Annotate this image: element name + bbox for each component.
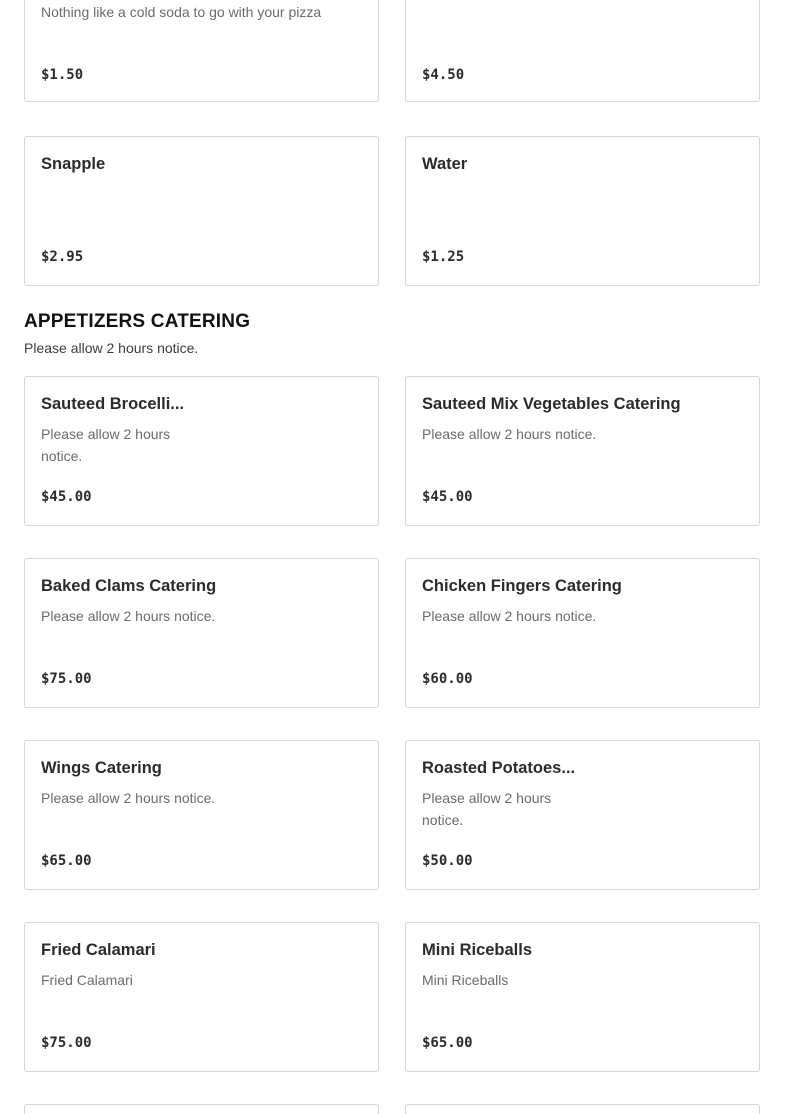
menu-item-description: Please allow 2 hours notice. [41, 426, 171, 464]
menu-item-price: $45.00 [422, 489, 473, 505]
menu-item-name: Snapple [41, 155, 106, 173]
menu-item-card[interactable] [24, 1104, 379, 1114]
menu-item-price: $45.00 [41, 489, 92, 505]
menu-item-price: $60.00 [422, 671, 473, 687]
menu-item-price: $4.50 [422, 67, 465, 83]
menu-item-name: Roasted Potatoes... [422, 759, 576, 777]
menu-item-card[interactable] [405, 136, 760, 286]
menu-item-name: Chicken Fingers Catering [422, 577, 622, 595]
menu-item-price: $2.95 [41, 249, 84, 265]
menu-item-card[interactable] [405, 1104, 760, 1114]
menu-item-description: Nothing like a cold soda to go with your pizza [41, 4, 322, 20]
menu-item-card[interactable] [405, 922, 760, 1072]
menu-item-name: Sauteed Brocelli... [41, 395, 185, 413]
menu-item-name: Water [422, 155, 468, 173]
menu-item-price: $1.25 [422, 249, 465, 265]
menu-item-card[interactable] [24, 558, 379, 708]
menu-item-description: Please allow 2 hours notice. [41, 608, 216, 624]
menu-item-name: Mini Riceballs [422, 941, 533, 959]
menu-item-price: $1.50 [41, 67, 84, 83]
menu-item-description: Mini Riceballs [422, 972, 509, 988]
menu-item-card[interactable] [405, 558, 760, 708]
menu-item-name: Baked Clams Catering [41, 577, 217, 595]
menu-item-price: $65.00 [422, 1035, 473, 1051]
menu-item-card[interactable] [24, 136, 379, 286]
menu-item-card[interactable] [24, 0, 379, 102]
menu-item-card[interactable] [405, 740, 760, 890]
menu-item-name: Fried Calamari [41, 941, 156, 959]
menu-item-description: Fried Calamari [41, 972, 133, 988]
menu-item-description: Please allow 2 hours notice. [422, 608, 597, 624]
menu-item-card[interactable] [405, 0, 760, 102]
menu-item-description: Please allow 2 hours notice. [422, 426, 597, 442]
menu-item-price: $75.00 [41, 1035, 92, 1051]
menu-item-price: $50.00 [422, 853, 473, 869]
menu-item-card[interactable] [24, 376, 379, 526]
section-title: APPETIZERS CATERING [24, 311, 251, 332]
menu-item-name: Wings Catering [41, 759, 162, 777]
menu-item-card[interactable] [24, 922, 379, 1072]
menu-item-description: Please allow 2 hours notice. [41, 790, 216, 806]
menu-item-card[interactable] [405, 376, 760, 526]
menu-item-price: $65.00 [41, 853, 92, 869]
menu-item-price: $75.00 [41, 671, 92, 687]
section-note: Please allow 2 hours notice. [24, 340, 199, 356]
menu-item-description: Please allow 2 hours notice. [422, 790, 552, 828]
menu-item-card[interactable] [24, 740, 379, 890]
menu-item-name: Sauteed Mix Vegetables Catering [422, 395, 681, 413]
